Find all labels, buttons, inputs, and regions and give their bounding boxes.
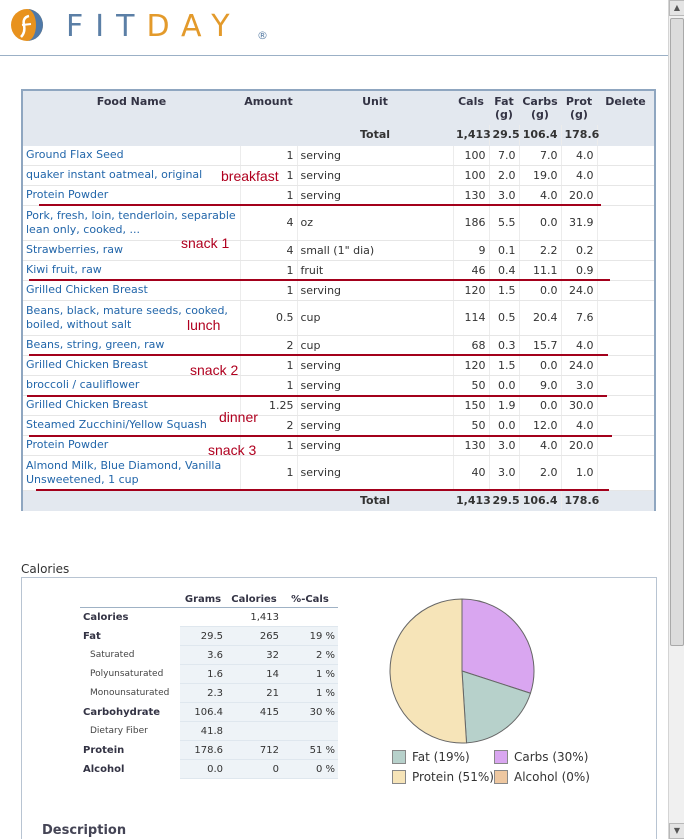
scrollbar-thumb[interactable] xyxy=(670,18,684,646)
table-row xyxy=(23,375,654,395)
delete-cell xyxy=(597,185,654,205)
annotation-breakfast: breakfast xyxy=(221,168,279,184)
amount-cell: 1.25 xyxy=(240,395,297,415)
table-row xyxy=(23,145,654,165)
amount-cell: 2 xyxy=(240,335,297,355)
food-name-link[interactable]: Protein Powder xyxy=(23,435,240,455)
nutrient-calories: 0 xyxy=(226,760,282,779)
prot-cell: 24.0 xyxy=(561,355,597,375)
food-name-link[interactable]: quaker instant oatmeal, original xyxy=(23,165,240,185)
fat-cell: 0.5 xyxy=(489,300,519,335)
legend-item-fat xyxy=(392,750,470,766)
header-fat-unit: (g) xyxy=(495,108,513,121)
macronutrient-pie-chart xyxy=(387,596,537,746)
annotation-divider-line xyxy=(27,395,607,397)
unit-cell: serving xyxy=(297,415,453,435)
prot-cell: 30.0 xyxy=(561,395,597,415)
delete-cell xyxy=(597,375,654,395)
legend-label-fat: Fat (19%) xyxy=(412,750,470,764)
nutrition-row xyxy=(80,741,338,760)
header-grams: Grams xyxy=(180,592,226,608)
delete-cell xyxy=(597,435,654,455)
delete-cell xyxy=(597,395,654,415)
cals-cell: 50 xyxy=(453,415,489,435)
fat-cell: 3.0 xyxy=(489,185,519,205)
unit-cell: fruit xyxy=(297,260,453,280)
legend-item-carbs xyxy=(494,750,588,766)
carbs-cell: 0.0 xyxy=(519,355,561,375)
fat-cell: 0.1 xyxy=(489,240,519,260)
nutrient-grams: 0.0 xyxy=(180,760,226,779)
fat-cell: 1.5 xyxy=(489,280,519,300)
unit-cell: serving xyxy=(297,455,453,490)
cals-cell: 40 xyxy=(453,455,489,490)
header-unit[interactable]: Unit xyxy=(297,91,453,125)
fat-cell: 0.0 xyxy=(489,415,519,435)
nutrient-label: Alcohol xyxy=(83,763,125,775)
delete-cell xyxy=(597,335,654,355)
cals-cell: 9 xyxy=(453,240,489,260)
fitday-wordmark[interactable] xyxy=(66,9,242,44)
annotation-lunch: lunch xyxy=(187,317,221,333)
calories-panel xyxy=(21,577,657,839)
food-name-link[interactable]: Steamed Zucchini/Yellow Squash xyxy=(23,415,240,435)
food-name-link[interactable]: Almond Milk, Blue Diamond, Vanilla Unsweetened, 1 cup xyxy=(23,455,240,490)
food-name-link[interactable]: Pork, fresh, loin, tenderloin, separable lean only, cooked, ... xyxy=(23,205,240,240)
carbs-cell: 0.0 xyxy=(519,395,561,415)
unit-cell: serving xyxy=(297,355,453,375)
table-row xyxy=(23,205,654,240)
header-carbs-unit: (g) xyxy=(531,108,549,121)
cals-cell: 120 xyxy=(453,280,489,300)
header-carbs[interactable] xyxy=(519,91,561,125)
table-row xyxy=(23,355,654,375)
nutrient-label: Carbohydrate xyxy=(83,706,161,718)
carbs-cell: 0.0 xyxy=(519,205,561,240)
header-fat-label: Fat xyxy=(494,95,514,108)
delete-cell xyxy=(597,260,654,280)
fat-cell: 0.0 xyxy=(489,375,519,395)
nutrient-calories: 14 xyxy=(226,665,282,684)
annotation-divider-line xyxy=(36,489,609,491)
food-name-link[interactable]: Grilled Chicken Breast xyxy=(23,280,240,300)
prot-cell: 24.0 xyxy=(561,280,597,300)
table-header-row xyxy=(23,91,654,125)
carbs-cell: 9.0 xyxy=(519,375,561,395)
unit-cell: cup xyxy=(297,335,453,355)
calories-section-title: Calories xyxy=(21,562,70,576)
carbs-cell: 19.0 xyxy=(519,165,561,185)
nutrient-calories: 415 xyxy=(226,703,282,722)
nutrient-grams: 2.3 xyxy=(180,684,226,703)
food-name-link[interactable]: Grilled Chicken Breast xyxy=(23,395,240,415)
nutrient-pct: 51 % xyxy=(282,741,338,760)
food-name-link[interactable]: Grilled Chicken Breast xyxy=(23,355,240,375)
food-name-link[interactable]: Kiwi fruit, raw xyxy=(23,260,240,280)
cals-cell: 68 xyxy=(453,335,489,355)
delete-cell xyxy=(597,165,654,185)
annotation-divider-line xyxy=(39,204,601,206)
table-row xyxy=(23,280,654,300)
food-log-table xyxy=(23,91,654,511)
prot-cell: 3.0 xyxy=(561,375,597,395)
header-prot-label: Prot xyxy=(565,95,593,108)
carbs-cell: 2.0 xyxy=(519,455,561,490)
legend-label-alcohol: Alcohol (0%) xyxy=(514,770,590,784)
total-prot: 178.6 xyxy=(561,490,597,510)
nutrition-row xyxy=(80,684,338,703)
total-carbs: 106.4 xyxy=(519,490,561,510)
prot-cell: 4.0 xyxy=(561,165,597,185)
nutrition-row xyxy=(80,646,338,665)
total-cals: 1,413 xyxy=(453,490,489,510)
nutrient-calories xyxy=(226,722,282,741)
nutrient-grams: 178.6 xyxy=(180,741,226,760)
fat-cell: 7.0 xyxy=(489,145,519,165)
annotation-snack-1: snack 1 xyxy=(181,235,230,251)
cals-cell: 130 xyxy=(453,185,489,205)
amount-cell: 4 xyxy=(240,205,297,240)
total-label: Total xyxy=(297,490,453,510)
table-row xyxy=(23,455,654,490)
table-row xyxy=(23,300,654,335)
nutrition-summary-table xyxy=(80,592,338,779)
pie-slice-protein xyxy=(390,599,467,743)
nutrient-pct xyxy=(282,608,338,627)
delete-cell xyxy=(597,455,654,490)
nutrition-row xyxy=(80,608,338,627)
amount-cell: 1 xyxy=(240,260,297,280)
nutrient-calories: 21 xyxy=(226,684,282,703)
table-row xyxy=(23,165,654,185)
amount-cell: 1 xyxy=(240,375,297,395)
nutrient-calories: 712 xyxy=(226,741,282,760)
legend-label-protein: Protein (51%) xyxy=(412,770,494,784)
amount-cell: 1 xyxy=(240,435,297,455)
cals-cell: 46 xyxy=(453,260,489,280)
nutrient-pct xyxy=(282,722,338,741)
amount-cell: 4 xyxy=(240,240,297,260)
total-carbs: 106.4 xyxy=(519,125,561,145)
prot-cell: 0.2 xyxy=(561,240,597,260)
delete-cell xyxy=(597,355,654,375)
nutrient-label: Fat xyxy=(83,630,101,642)
annotation-divider-line xyxy=(29,354,608,356)
unit-cell: small (1" dia) xyxy=(297,240,453,260)
nutrient-grams: 29.5 xyxy=(180,627,226,646)
annotation-divider-line xyxy=(29,435,612,437)
header-fat[interactable] xyxy=(489,91,519,125)
nutrient-grams: 1.6 xyxy=(180,665,226,684)
table-row xyxy=(23,260,654,280)
nutrient-pct: 2 % xyxy=(282,646,338,665)
nutrient-label: Protein xyxy=(83,744,125,756)
total-row-bottom xyxy=(23,490,654,510)
unit-cell: serving xyxy=(297,395,453,415)
nutrition-row xyxy=(80,703,338,722)
header-amount[interactable]: Amount xyxy=(240,91,297,125)
prot-cell: 1.0 xyxy=(561,455,597,490)
description-heading: Description xyxy=(42,823,127,838)
table-row xyxy=(23,435,654,455)
nutrition-header-row xyxy=(80,592,338,608)
food-name-link[interactable]: Strawberries, raw xyxy=(23,240,240,260)
fat-cell: 3.0 xyxy=(489,435,519,455)
table-row xyxy=(23,395,654,415)
cals-cell: 186 xyxy=(453,205,489,240)
nutrient-pct: 1 % xyxy=(282,684,338,703)
scroll-down-arrow-icon[interactable]: ▼ xyxy=(669,823,684,839)
prot-cell: 4.0 xyxy=(561,145,597,165)
annotation-dinner: dinner xyxy=(219,409,258,425)
fat-cell: 0.4 xyxy=(489,260,519,280)
table-row xyxy=(23,415,654,435)
unit-cell: serving xyxy=(297,280,453,300)
amount-cell: 1 xyxy=(240,165,297,185)
header-food-name[interactable]: Food Name xyxy=(23,91,240,125)
legend-swatch-fat xyxy=(392,750,406,764)
fat-cell: 2.0 xyxy=(489,165,519,185)
delete-cell xyxy=(597,300,654,335)
delete-cell xyxy=(597,415,654,435)
delete-cell xyxy=(597,205,654,240)
nutrition-row xyxy=(80,722,338,741)
annotation-snack-3: snack 3 xyxy=(208,442,257,458)
nutrient-label: Saturated xyxy=(90,650,135,660)
amount-cell: 1 xyxy=(240,355,297,375)
prot-cell: 7.6 xyxy=(561,300,597,335)
nutrient-label: Monounsaturated xyxy=(90,688,170,698)
cals-cell: 130 xyxy=(453,435,489,455)
legend-swatch-alcohol xyxy=(494,770,508,784)
unit-cell: oz xyxy=(297,205,453,240)
unit-cell: cup xyxy=(297,300,453,335)
cals-cell: 100 xyxy=(453,145,489,165)
fat-cell: 3.0 xyxy=(489,455,519,490)
amount-cell: 2 xyxy=(240,415,297,435)
nutrient-pct: 1 % xyxy=(282,665,338,684)
amount-cell: 1 xyxy=(240,455,297,490)
unit-cell: serving xyxy=(297,435,453,455)
nutrient-label: Calories xyxy=(83,611,129,623)
table-row xyxy=(23,335,654,355)
prot-cell: 4.0 xyxy=(561,335,597,355)
fat-cell: 5.5 xyxy=(489,205,519,240)
legend-swatch-protein xyxy=(392,770,406,784)
fitday-logo-icon[interactable] xyxy=(10,8,44,42)
nutrient-grams: 3.6 xyxy=(180,646,226,665)
nutrition-row xyxy=(80,665,338,684)
nutrient-grams: 106.4 xyxy=(180,703,226,722)
nutrient-label: Polyunsaturated xyxy=(90,669,164,679)
food-name-link[interactable]: Protein Powder xyxy=(23,185,240,205)
legend-item-alcohol xyxy=(494,770,590,786)
cals-cell: 120 xyxy=(453,355,489,375)
nutrient-pct: 0 % xyxy=(282,760,338,779)
carbs-cell: 2.2 xyxy=(519,240,561,260)
total-row-top xyxy=(23,125,654,145)
nutrition-row xyxy=(80,627,338,646)
header-pct-cals: %-Cals xyxy=(282,592,338,608)
nutrient-label: Dietary Fiber xyxy=(90,726,148,736)
amount-cell: 1 xyxy=(240,280,297,300)
carbs-cell: 4.0 xyxy=(519,185,561,205)
cals-cell: 114 xyxy=(453,300,489,335)
header-prot[interactable] xyxy=(561,91,597,125)
unit-cell: serving xyxy=(297,145,453,165)
cals-cell: 100 xyxy=(453,165,489,185)
food-name-link[interactable]: broccoli / cauliflower xyxy=(23,375,240,395)
food-name-link[interactable]: Ground Flax Seed xyxy=(23,145,240,165)
amount-cell: 1 xyxy=(240,145,297,165)
carbs-cell: 12.0 xyxy=(519,415,561,435)
carbs-cell: 11.1 xyxy=(519,260,561,280)
delete-cell xyxy=(597,145,654,165)
prot-cell: 20.0 xyxy=(561,435,597,455)
nutrient-calories: 265 xyxy=(226,627,282,646)
fat-cell: 1.9 xyxy=(489,395,519,415)
unit-cell: serving xyxy=(297,375,453,395)
legend-item-protein xyxy=(392,770,494,786)
carbs-cell: 15.7 xyxy=(519,335,561,355)
legend-label-carbs: Carbs (30%) xyxy=(514,750,589,764)
prot-cell: 4.0 xyxy=(561,415,597,435)
fat-cell: 1.5 xyxy=(489,355,519,375)
carbs-cell: 7.0 xyxy=(519,145,561,165)
annotation-snack-2: snack 2 xyxy=(190,362,239,378)
nutrient-calories: 1,413 xyxy=(226,608,282,627)
food-log-panel xyxy=(21,89,656,511)
header-prot-unit: (g) xyxy=(570,108,588,121)
header-cals[interactable]: Cals xyxy=(453,91,489,125)
nutrient-pct: 19 % xyxy=(282,627,338,646)
unit-cell: serving xyxy=(297,165,453,185)
header-calories: Calories xyxy=(226,592,282,608)
cals-cell: 150 xyxy=(453,395,489,415)
header-delete: Delete xyxy=(597,91,654,125)
nutrient-calories: 32 xyxy=(226,646,282,665)
total-prot: 178.6 xyxy=(561,125,597,145)
annotation-divider-line xyxy=(29,279,610,281)
total-fat: 29.5 xyxy=(489,125,519,145)
food-name-link[interactable]: Beans, string, green, raw xyxy=(23,335,240,355)
carbs-cell: 4.0 xyxy=(519,435,561,455)
table-row xyxy=(23,240,654,260)
total-fat: 29.5 xyxy=(489,490,519,510)
scroll-up-arrow-icon[interactable]: ▲ xyxy=(669,0,684,16)
prot-cell: 0.9 xyxy=(561,260,597,280)
brand-name-b: DAY xyxy=(146,9,242,44)
amount-cell: 0.5 xyxy=(240,300,297,335)
nutrient-grams xyxy=(180,608,226,627)
table-row xyxy=(23,185,654,205)
vertical-scrollbar[interactable] xyxy=(668,0,684,839)
legend-swatch-carbs xyxy=(494,750,508,764)
nutrient-pct: 30 % xyxy=(282,703,338,722)
unit-cell: serving xyxy=(297,185,453,205)
food-name-link[interactable]: Beans, black, mature seeds, cooked, boiled, without salt xyxy=(23,300,240,335)
total-cals: 1,413 xyxy=(453,125,489,145)
nutrition-row xyxy=(80,760,338,779)
delete-cell xyxy=(597,280,654,300)
brand-name-a: FIT xyxy=(66,9,147,44)
site-header xyxy=(0,0,668,56)
prot-cell: 20.0 xyxy=(561,185,597,205)
delete-cell xyxy=(597,240,654,260)
nutrient-grams: 41.8 xyxy=(180,722,226,741)
cals-cell: 50 xyxy=(453,375,489,395)
header-carbs-label: Carbs xyxy=(522,95,558,108)
carbs-cell: 0.0 xyxy=(519,280,561,300)
fat-cell: 0.3 xyxy=(489,335,519,355)
carbs-cell: 20.4 xyxy=(519,300,561,335)
total-label: Total xyxy=(297,125,453,145)
registered-mark: ® xyxy=(257,29,268,42)
amount-cell: 1 xyxy=(240,185,297,205)
prot-cell: 31.9 xyxy=(561,205,597,240)
